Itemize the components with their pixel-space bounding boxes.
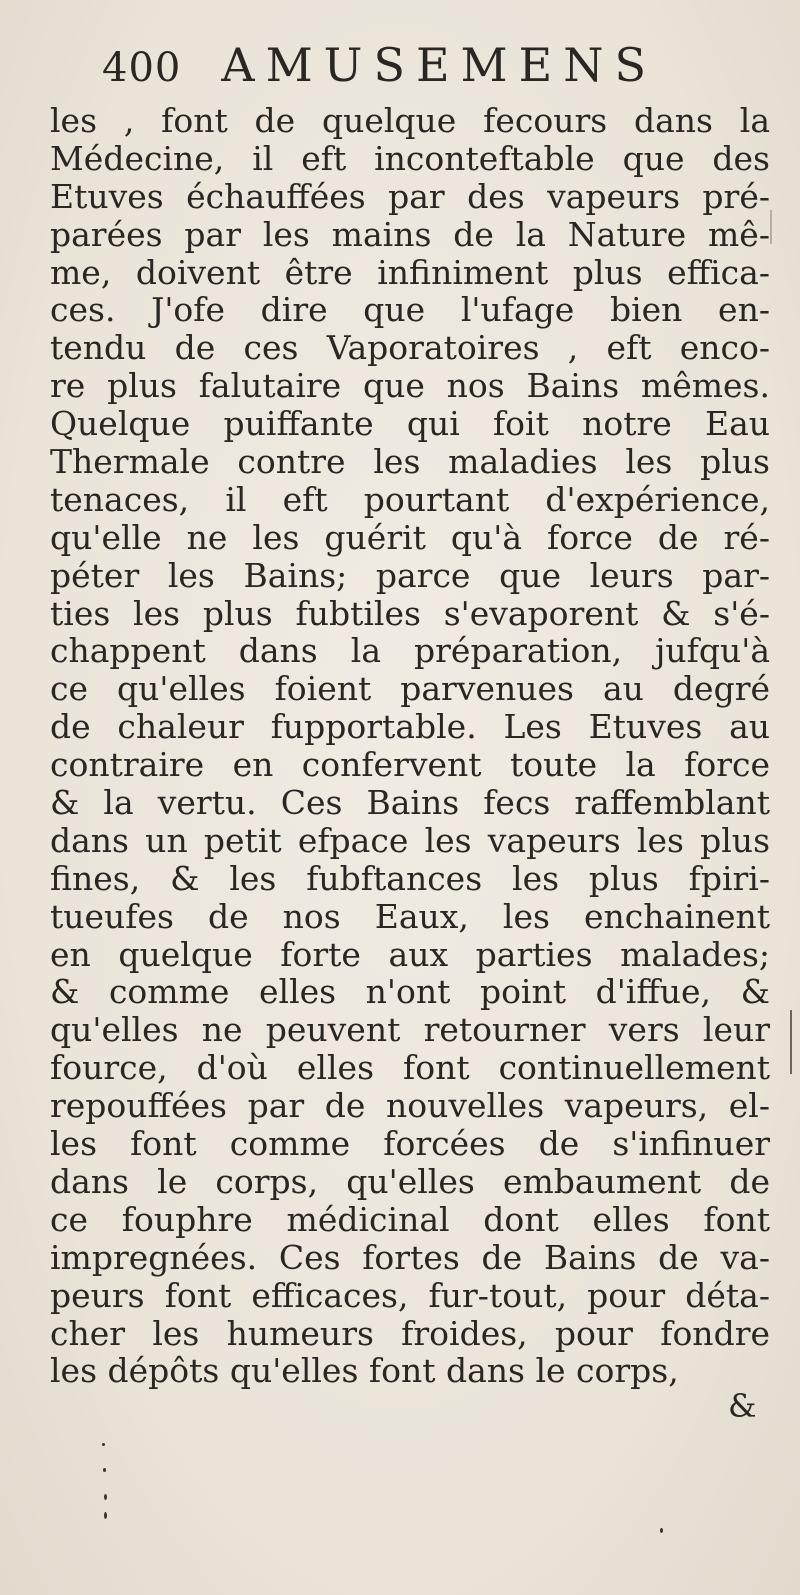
text-line: ces. J'ofe dire que l'ufage bien en- (50, 291, 770, 330)
text-line: tenaces, il eft pourtant d'expérience, (50, 480, 770, 519)
text-line: les font comme forcées de s'infinuer (50, 1125, 770, 1163)
text-line: impregnées. Ces fortes de Bains de va- (50, 1238, 770, 1277)
ink-speck (102, 1443, 105, 1446)
text-line: ce fouphre médicinal dont elles font (50, 1200, 770, 1239)
text-line: ce qu'elles foient parvenues au degré (50, 670, 770, 709)
ink-speck (103, 1468, 106, 1472)
page-edge-mark (790, 1010, 792, 1074)
ink-speck (104, 1512, 107, 1519)
running-title: AMUSEMENS (221, 38, 657, 92)
text-line: dans un petit efpace les vapeurs les plus (50, 821, 770, 860)
text-line: Thermale contre les maladies les plus (50, 443, 770, 481)
text-line: dans le corps, qu'elles embaument de (50, 1162, 770, 1201)
catchword: & (728, 1387, 757, 1425)
text-line: me, doivent être infiniment plus effica- (50, 253, 770, 292)
text-line: de chaleur fupportable. Les Etuves au (50, 708, 770, 747)
text-line: & comme elles n'ont point d'iffue, & (50, 973, 770, 1012)
text-line: les dépôts qu'elles font dans le corps, (50, 1352, 679, 1391)
text-line: fines, & les fubftances les plus fpiri- (50, 859, 770, 898)
text-line: chappent dans la préparation, jufqu'à (50, 632, 770, 671)
text-line: contraire en confervent toute la force (50, 746, 770, 785)
text-line: Etuves échauffées par des vapeurs pré- (50, 177, 770, 216)
text-line: & la vertu. Ces Bains fecs raffemblant (50, 784, 770, 822)
text-line: Quelque puiffante qui foit notre Eau (50, 405, 770, 444)
page-header (102, 38, 657, 98)
text-line: les , font de quelque fecours dans la (50, 102, 770, 140)
ink-speck (660, 1528, 663, 1533)
text-line: fource, d'où elles font continuellement (50, 1049, 770, 1088)
ink-speck (104, 1494, 107, 1500)
text-line: en quelque forte aux parties malades; (50, 935, 770, 974)
body-text (50, 102, 770, 1390)
text-line: re plus falutaire que nos Bains mêmes. (50, 367, 770, 406)
text-line: qu'elles ne peuvent retourner vers leur (50, 1011, 770, 1050)
text-line: Médecine, il eft inconteftable que des (50, 139, 770, 178)
text-line: repouffées par de nouvelles vapeurs, el- (50, 1087, 770, 1126)
text-line: tendu de ces Vaporatoires , eft enco- (50, 329, 770, 368)
text-line: parées par les mains de la Nature mê- (50, 215, 770, 254)
text-line: péter les Bains; parce que leurs par- (50, 556, 770, 595)
text-line: tueufes de nos Eaux, les enchainent (50, 897, 770, 936)
page-edge-mark (770, 210, 772, 244)
text-line: ties les plus fubtiles s'evaporent & s'é- (50, 594, 770, 633)
text-line: qu'elle ne les guérit qu'à force de ré- (50, 518, 770, 557)
page-number: 400 (102, 45, 182, 91)
text-line: peurs font efficaces, fur-tout, pour déta- (50, 1276, 770, 1315)
text-line: cher les humeurs froides, pour fondre (50, 1314, 770, 1353)
